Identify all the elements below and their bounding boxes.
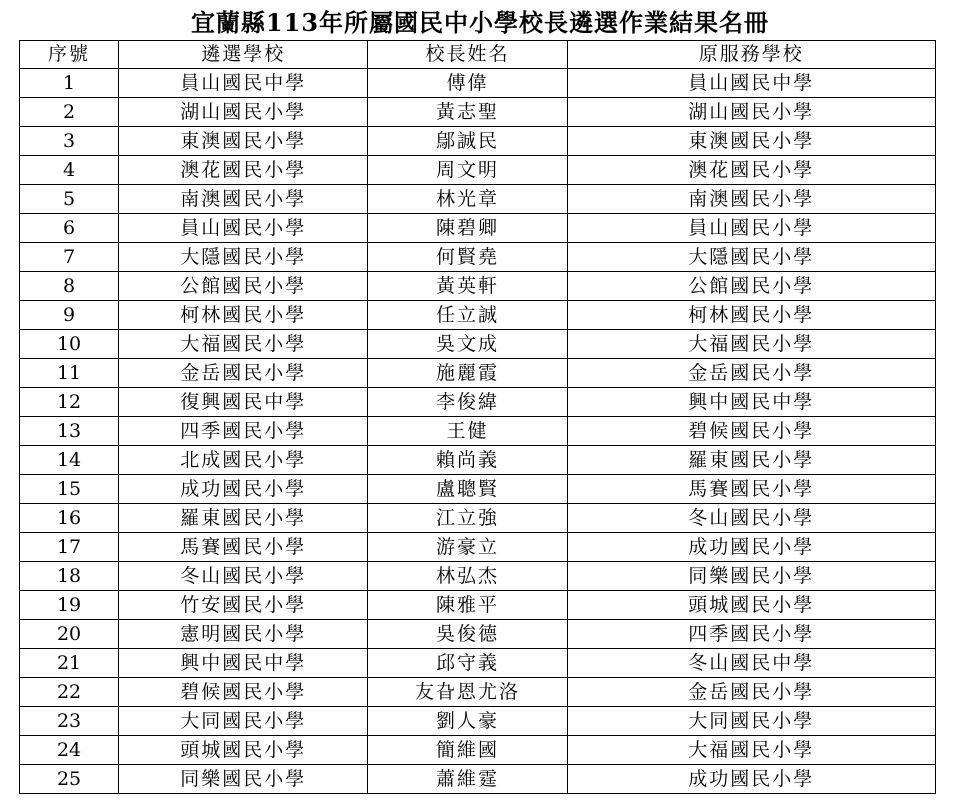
table-header-row xyxy=(20,41,936,69)
row-number: 17 xyxy=(20,533,119,562)
row-number: 25 xyxy=(20,765,119,794)
original-school: 成功國民小學 xyxy=(567,765,935,794)
table-row xyxy=(20,707,936,736)
selected-school: 柯林國民小學 xyxy=(119,301,368,330)
selected-school: 成功國民小學 xyxy=(119,475,368,504)
column-header-original-school: 原服務學校 xyxy=(567,41,935,69)
table-row xyxy=(20,620,936,649)
principal-name: 黃英軒 xyxy=(368,272,567,301)
original-school: 員山國民中學 xyxy=(567,69,935,98)
original-school: 柯林國民小學 xyxy=(567,301,935,330)
row-number: 1 xyxy=(20,69,119,98)
principal-name: 任立誠 xyxy=(368,301,567,330)
row-number: 16 xyxy=(20,504,119,533)
selected-school: 湖山國民小學 xyxy=(119,98,368,127)
principal-name: 施麗霞 xyxy=(368,359,567,388)
selected-school: 復興國民中學 xyxy=(119,388,368,417)
selected-school: 員山國民中學 xyxy=(119,69,368,98)
row-number: 24 xyxy=(20,736,119,765)
original-school: 金岳國民小學 xyxy=(567,678,935,707)
principal-name: 邱守義 xyxy=(368,649,567,678)
selected-school: 憲明國民小學 xyxy=(119,620,368,649)
original-school: 東澳國民小學 xyxy=(567,127,935,156)
table-row xyxy=(20,127,936,156)
principal-name: 簡維國 xyxy=(368,736,567,765)
original-school: 大同國民小學 xyxy=(567,707,935,736)
principal-name: 吳俊德 xyxy=(368,620,567,649)
column-header-no: 序號 xyxy=(20,41,119,69)
selected-school: 頭城國民小學 xyxy=(119,736,368,765)
principal-name: 江立強 xyxy=(368,504,567,533)
principal-name: 劉人豪 xyxy=(368,707,567,736)
selected-school: 竹安國民小學 xyxy=(119,591,368,620)
principal-name: 賴尚義 xyxy=(368,446,567,475)
original-school: 冬山國民中學 xyxy=(567,649,935,678)
row-number: 13 xyxy=(20,417,119,446)
row-number: 19 xyxy=(20,591,119,620)
principal-name: 陳碧卿 xyxy=(368,214,567,243)
principal-name: 傅偉 xyxy=(368,69,567,98)
table-row xyxy=(20,388,936,417)
document-title: 宜蘭縣113年所屬國民中小學校長遴選作業結果名冊 xyxy=(190,8,770,37)
original-school: 金岳國民小學 xyxy=(567,359,935,388)
selected-school: 四季國民小學 xyxy=(119,417,368,446)
original-school: 大福國民小學 xyxy=(567,736,935,765)
table-row xyxy=(20,156,936,185)
selected-school: 大同國民小學 xyxy=(119,707,368,736)
table-row xyxy=(20,243,936,272)
principal-name: 黃志聖 xyxy=(368,98,567,127)
table-row xyxy=(20,678,936,707)
table-row xyxy=(20,301,936,330)
table-row xyxy=(20,98,936,127)
table-row xyxy=(20,533,936,562)
selected-school: 澳花國民小學 xyxy=(119,156,368,185)
principal-name: 盧聰賢 xyxy=(368,475,567,504)
table-body xyxy=(20,69,936,794)
table-row xyxy=(20,446,936,475)
table-row xyxy=(20,765,936,794)
row-number: 12 xyxy=(20,388,119,417)
selected-school: 金岳國民小學 xyxy=(119,359,368,388)
original-school: 興中國民中學 xyxy=(567,388,935,417)
selected-school: 同樂國民小學 xyxy=(119,765,368,794)
column-header-principal: 校長姓名 xyxy=(368,41,567,69)
principal-selection-table xyxy=(19,40,936,794)
selected-school: 東澳國民小學 xyxy=(119,127,368,156)
original-school: 南澳國民小學 xyxy=(567,185,935,214)
table-row xyxy=(20,562,936,591)
principal-name: 李俊緯 xyxy=(368,388,567,417)
original-school: 公館國民小學 xyxy=(567,272,935,301)
row-number: 2 xyxy=(20,98,119,127)
row-number: 7 xyxy=(20,243,119,272)
selected-school: 碧候國民小學 xyxy=(119,678,368,707)
selected-school: 羅東國民小學 xyxy=(119,504,368,533)
original-school: 羅東國民小學 xyxy=(567,446,935,475)
selected-school: 南澳國民小學 xyxy=(119,185,368,214)
row-number: 5 xyxy=(20,185,119,214)
row-number: 10 xyxy=(20,330,119,359)
table-row xyxy=(20,649,936,678)
original-school: 同樂國民小學 xyxy=(567,562,935,591)
principal-name: 陳雅平 xyxy=(368,591,567,620)
selected-school: 北成國民小學 xyxy=(119,446,368,475)
principal-name: 游豪立 xyxy=(368,533,567,562)
row-number: 23 xyxy=(20,707,119,736)
table-row xyxy=(20,330,936,359)
principal-name: 何賢堯 xyxy=(368,243,567,272)
row-number: 9 xyxy=(20,301,119,330)
original-school: 碧候國民小學 xyxy=(567,417,935,446)
row-number: 18 xyxy=(20,562,119,591)
table-row xyxy=(20,69,936,98)
original-school: 大隱國民小學 xyxy=(567,243,935,272)
principal-name: 蕭維霆 xyxy=(368,765,567,794)
original-school: 四季國民小學 xyxy=(567,620,935,649)
row-number: 21 xyxy=(20,649,119,678)
selected-school: 員山國民小學 xyxy=(119,214,368,243)
table-row xyxy=(20,591,936,620)
original-school: 員山國民小學 xyxy=(567,214,935,243)
original-school: 湖山國民小學 xyxy=(567,98,935,127)
table-row xyxy=(20,504,936,533)
original-school: 成功國民小學 xyxy=(567,533,935,562)
original-school: 冬山國民小學 xyxy=(567,504,935,533)
selected-school: 冬山國民小學 xyxy=(119,562,368,591)
table-row xyxy=(20,359,936,388)
table-row xyxy=(20,475,936,504)
principal-name: 鄔誠民 xyxy=(368,127,567,156)
row-number: 22 xyxy=(20,678,119,707)
table-row xyxy=(20,736,936,765)
original-school: 馬賽國民小學 xyxy=(567,475,935,504)
selected-school: 大福國民小學 xyxy=(119,330,368,359)
principal-name: 友旮恩尤洛 xyxy=(368,678,567,707)
row-number: 6 xyxy=(20,214,119,243)
principal-name: 林光章 xyxy=(368,185,567,214)
principal-name: 林弘杰 xyxy=(368,562,567,591)
original-school: 澳花國民小學 xyxy=(567,156,935,185)
row-number: 11 xyxy=(20,359,119,388)
selected-school: 興中國民中學 xyxy=(119,649,368,678)
selected-school: 公館國民小學 xyxy=(119,272,368,301)
row-number: 14 xyxy=(20,446,119,475)
principal-name: 王健 xyxy=(368,417,567,446)
row-number: 15 xyxy=(20,475,119,504)
row-number: 3 xyxy=(20,127,119,156)
row-number: 20 xyxy=(20,620,119,649)
table-row xyxy=(20,417,936,446)
row-number: 8 xyxy=(20,272,119,301)
selected-school: 大隱國民小學 xyxy=(119,243,368,272)
original-school: 大福國民小學 xyxy=(567,330,935,359)
principal-name: 吳文成 xyxy=(368,330,567,359)
table-row xyxy=(20,272,936,301)
column-header-school: 遴選學校 xyxy=(119,41,368,69)
original-school: 頭城國民小學 xyxy=(567,591,935,620)
selected-school: 馬賽國民小學 xyxy=(119,533,368,562)
table-row xyxy=(20,214,936,243)
principal-name: 周文明 xyxy=(368,156,567,185)
table-row xyxy=(20,185,936,214)
row-number: 4 xyxy=(20,156,119,185)
